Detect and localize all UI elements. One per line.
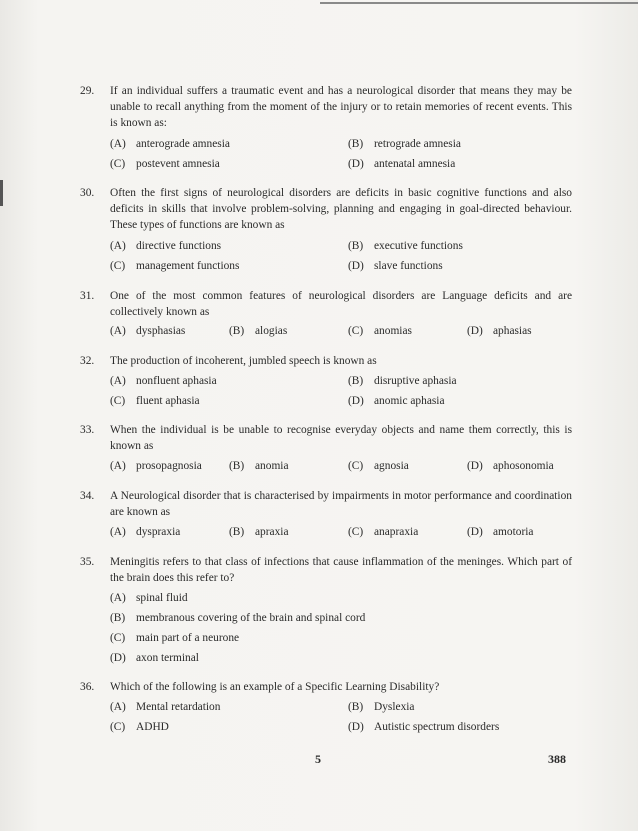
option-c[interactable]: (C) fluent aphasia xyxy=(110,395,200,407)
question-number: 34. xyxy=(80,490,95,502)
option-d[interactable]: (D) anomic aphasia xyxy=(348,395,445,407)
option-c[interactable]: (C) main part of a neurone xyxy=(110,632,240,644)
option-a[interactable]: (A) prosopagnosia xyxy=(110,460,202,472)
question-text: Often the first signs of neurological disorders are deficits in basic cognitive functions and also deficits in skills that involve problem-solving, planning and engaging in goal-directed behaviour. These types of functions are known as xyxy=(110,187,572,231)
question-number: 31. xyxy=(80,290,95,302)
question-text: A Neurological disorder that is characterised by impairments in motor performance and coordination are known as xyxy=(110,490,572,518)
option-c[interactable]: (C) management functions xyxy=(110,260,240,272)
option-b[interactable]: (B) alogias xyxy=(229,325,288,337)
question-number: 36. xyxy=(80,681,95,693)
option-c[interactable]: (C) agnosia xyxy=(348,460,409,472)
option-a[interactable]: (A) directive functions xyxy=(110,240,222,252)
question-number: 35. xyxy=(80,556,95,568)
option-a[interactable]: (A) nonfluent aphasia xyxy=(110,375,217,387)
option-c[interactable]: (C) postevent amnesia xyxy=(110,158,220,170)
top-border-line xyxy=(320,2,638,4)
option-c[interactable]: (C) ADHD xyxy=(110,721,169,733)
option-c[interactable]: (C) anapraxia xyxy=(348,526,419,538)
option-d[interactable]: (D) Autistic spectrum disorders xyxy=(348,721,500,733)
page-number: 5 xyxy=(315,752,321,766)
option-d[interactable]: (D) axon terminal xyxy=(110,652,199,664)
question-text: If an individual suffers a traumatic event and has a neurological disorder that means they may be unable to recall anything from the moment of the injury or to retain memories of recent events. This is known as: xyxy=(110,85,572,129)
option-a[interactable]: (A) dyspraxia xyxy=(110,526,181,538)
option-a[interactable]: (A) anterograde amnesia xyxy=(110,138,230,150)
option-d[interactable]: (D) amotoria xyxy=(467,526,534,538)
option-d[interactable]: (D) aphosonomia xyxy=(467,460,554,472)
option-a[interactable]: (A) dysphasias xyxy=(110,325,186,337)
option-b[interactable]: (B) retrograde amnesia xyxy=(348,138,461,150)
option-b[interactable]: (B) Dyslexia xyxy=(348,701,415,713)
question-text: One of the most common features of neurological disorders are Language deficits and are collectively known as xyxy=(110,290,572,318)
option-b[interactable]: (B) disruptive aphasia xyxy=(348,375,457,387)
option-d[interactable]: (D) antenatal amnesia xyxy=(348,158,456,170)
option-c[interactable]: (C) anomias xyxy=(348,325,412,337)
scan-edge-mark xyxy=(0,180,3,206)
question-number: 32. xyxy=(80,355,95,367)
option-d[interactable]: (D) slave functions xyxy=(348,260,443,272)
option-d[interactable]: (D) aphasias xyxy=(467,325,532,337)
question-text: When the individual is be unable to recognise everyday objects and name them correctly, this is known as xyxy=(110,424,572,452)
option-a[interactable]: (A) spinal fluid xyxy=(110,592,188,604)
question-text: The production of incoherent, jumbled speech is known as xyxy=(110,355,377,367)
option-b[interactable]: (B) executive functions xyxy=(348,240,463,252)
option-b[interactable]: (B) anomia xyxy=(229,460,289,472)
option-a[interactable]: (A) Mental retardation xyxy=(110,701,221,713)
option-b[interactable]: (B) membranous covering of the brain and spinal cord xyxy=(110,612,366,624)
question-number: 33. xyxy=(80,424,95,436)
option-b[interactable]: (B) apraxia xyxy=(229,526,289,538)
question-number: 29. xyxy=(80,85,95,97)
question-text: Meningitis refers to that class of infections that cause inflammation of the meninges. Which part of the brain does this refer to? xyxy=(110,556,572,584)
question-number: 30. xyxy=(80,187,95,199)
question-text: Which of the following is an example of a Specific Learning Disability? xyxy=(110,681,440,693)
paper-code: 388 xyxy=(548,752,566,766)
